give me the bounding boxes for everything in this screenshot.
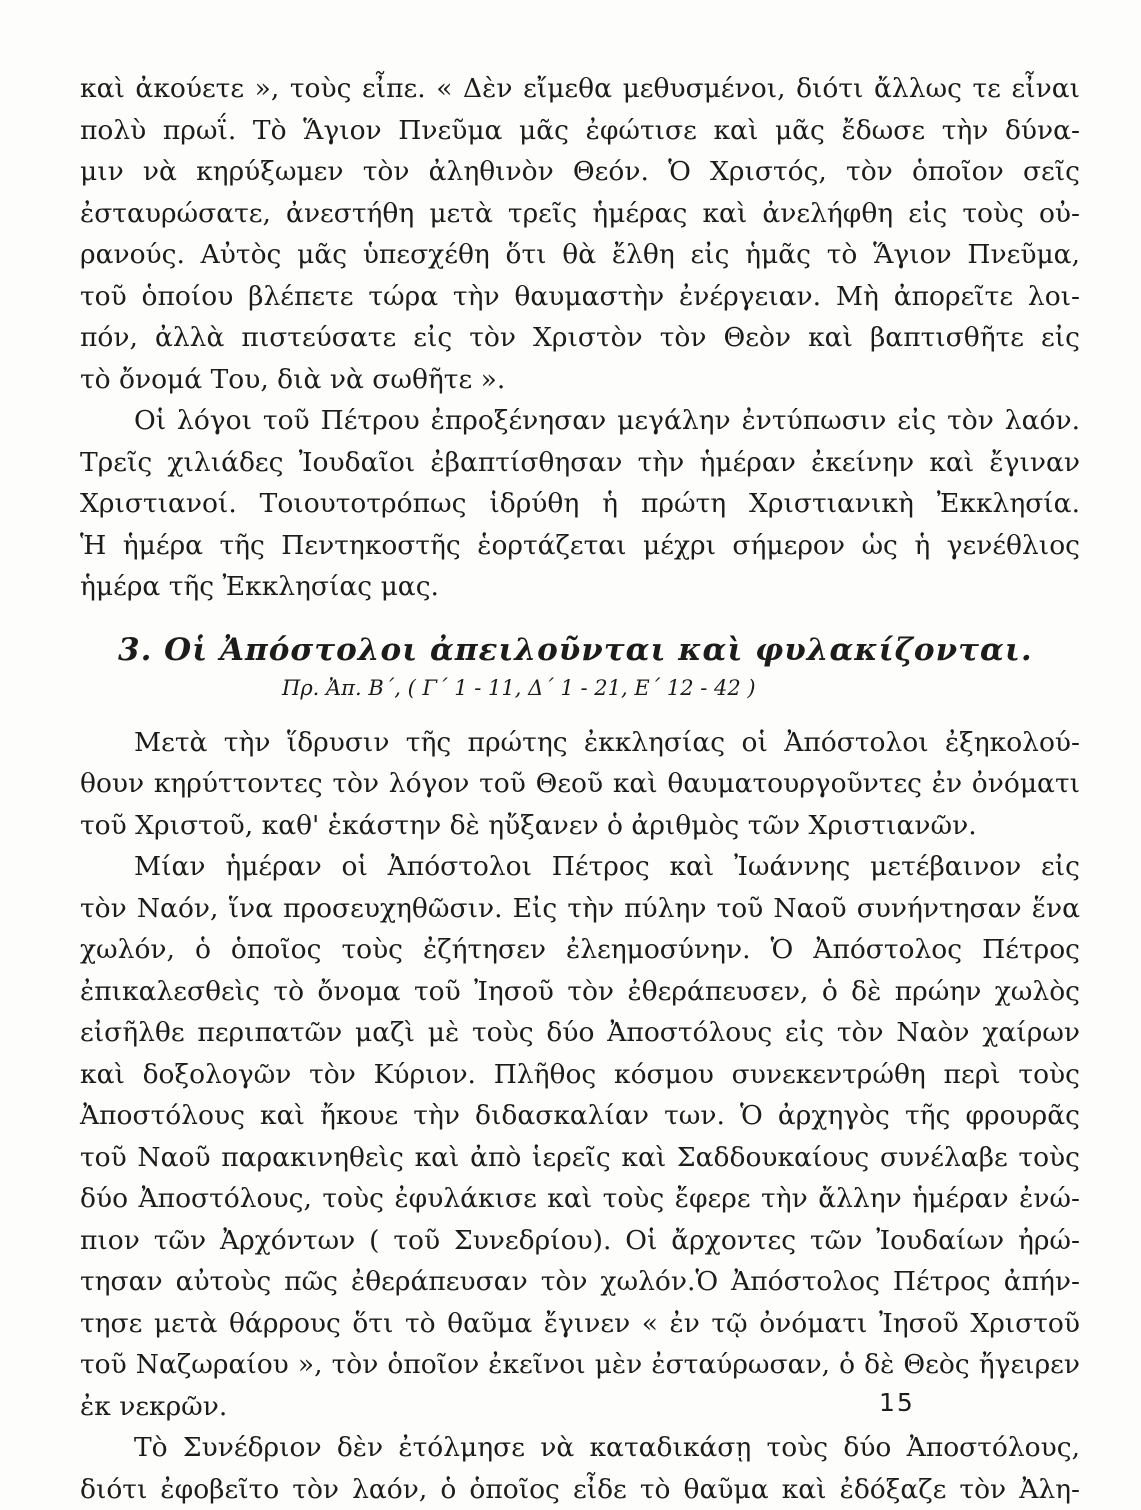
text-line: τὸ ὄνομά Του, διὰ νὰ σωθῆτε ».: [80, 359, 1080, 401]
text-line: πιον τῶν Ἀρχόντων ( τοῦ Συνεδρίου). Οἱ ἄρχοντες τῶν Ἰουδαίων ἠρώ-: [80, 1220, 1080, 1262]
text-line: Μίαν ἡμέραν οἱ Ἀπόστολοι Πέτρος καὶ Ἰωάννης μετέβαινον εἰς: [80, 846, 1080, 888]
text-line: τησαν αὐτοὺς πῶς ἐθεράπευσαν τὸν χωλόν.Ὁ Ἀπόστολος Πέτρος ἀπήν-: [80, 1261, 1080, 1303]
text-line: Ἀποστόλους καὶ ἤκουε τὴν διδασκαλίαν των. Ὁ ἀρχηγὸς τῆς φρουρᾶς: [80, 1095, 1080, 1137]
text-line: Μετὰ τὴν ἵδρυσιν τῆς πρώτης ἐκκλησίας οἱ Ἀπόστολοι ἐξηκολού-: [80, 722, 1080, 764]
text-line: ἡμέρα τῆς Ἐκκλησίας μας.: [80, 566, 1080, 608]
text-line: τοῦ Χριστοῦ, καθ' ἑκάστην δὲ ηὔξανεν ὁ ἀριθμὸς τῶν Χριστιανῶν.: [80, 805, 1080, 847]
text-line: Τρεῖς χιλιάδες Ἰουδαῖοι ἐβαπτίσθησαν τὴν ἡμέραν ἐκείνην καὶ ἔγιναν: [80, 442, 1080, 484]
paragraph-5: [80, 1427, 1080, 1510]
paragraph-2: [80, 400, 1080, 608]
paragraph-3: [80, 722, 1080, 847]
paragraph-1: [80, 68, 1080, 400]
text-line: τοῦ Ναοῦ παρακινηθεὶς καὶ ἀπὸ ἱερεῖς καὶ Σαδδουκαίους συνέλαβε τοὺς: [80, 1137, 1080, 1179]
text-line: ρανούς. Αὐτὸς μᾶς ὑπεσχέθη ὅτι θὰ ἔλθη εἰς ἡμᾶς τὸ Ἅγιον Πνεῦμα,: [80, 234, 1080, 276]
text-line: δύο Ἀποστόλους, τοὺς ἐφυλάκισε καὶ τοὺς ἔφερε τὴν ἄλλην ἡμέραν ἐνώ-: [80, 1178, 1080, 1220]
page-number: 15: [879, 1388, 915, 1417]
text-line: Οἱ λόγοι τοῦ Πέτρου ἐπροξένησαν μεγάλην ἐντύπωσιν εἰς τὸν λαόν.: [80, 400, 1080, 442]
text-line: τοῦ Ναζωραίου », τὸν ὁποῖον ἐκεῖνοι μὲν ἐσταύρωσαν, ὁ δὲ Θεὸς ἤγειρεν: [80, 1344, 1080, 1386]
text-line: εἰσῆλθε περιπατῶν μαζὶ μὲ τοὺς δύο Ἀποστόλους εἰς τὸν Ναὸν χαίρων: [80, 1012, 1080, 1054]
text-line: καὶ ἀκούετε », τοὺς εἶπε. « Δὲν εἴμεθα μεθυσμένοι, διότι ἄλλως τε εἶναι: [80, 68, 1080, 110]
text-line: ἐσταυρώσατε, ἀνεστήθη μετὰ τρεῖς ἡμέρας καὶ ἀνελήφθη εἰς τοὺς οὐ-: [80, 193, 1080, 235]
text-line: τοῦ ὁποίου βλέπετε τώρα τὴν θαυμαστὴν ἐνέργειαν. Μὴ ἀπορεῖτε λοι-: [80, 276, 1080, 318]
text-line: θουν κηρύττοντες τὸν λόγον τοῦ Θεοῦ καὶ θαυματουργοῦντες ἐν ὀνόματι: [80, 763, 1080, 805]
text-line: χωλόν, ὁ ὁποῖος τοὺς ἐζήτησεν ἐλεημοσύνην. Ὁ Ἀπόστολος Πέτρος: [80, 929, 1080, 971]
section-reference: Πρ. Ἀπ. Β΄, ( Γ΄ 1 - 11, Δ΄ 1 - 21, Ε΄ 12 - 42 ): [80, 676, 1080, 700]
text-line: πολὺ πρωΐ. Τὸ Ἅγιον Πνεῦμα μᾶς ἐφώτισε καὶ μᾶς ἔδωσε τὴν δύνα-: [80, 110, 1080, 152]
text-line: πόν, ἀλλὰ πιστεύσατε εἰς τὸν Χριστὸν τὸν Θεὸν καὶ βαπτισθῆτε εἰς: [80, 317, 1080, 359]
text-line: Ἡ ἡμέρα τῆς Πεντηκοστῆς ἑορτάζεται μέχρι σήμερον ὡς ἡ γενέθλιος: [80, 525, 1080, 567]
text-line: καὶ δοξολογῶν τὸν Κύριον. Πλῆθος κόσμου συνεκεντρώθη περὶ τοὺς: [80, 1054, 1080, 1096]
text-line: τησε μετὰ θάρρους ὅτι τὸ θαῦμα ἔγινεν « ἐν τῷ ὀνόματι Ἰησοῦ Χριστοῦ: [80, 1303, 1080, 1345]
text-line: Τὸ Συνέδριον δὲν ἐτόλμησε νὰ καταδικάσῃ τοὺς δύο Ἀποστόλους,: [80, 1427, 1080, 1469]
text-line: ἐπικαλεσθεὶς τὸ ὄνομα τοῦ Ἰησοῦ τὸν ἐθεράπευσεν, ὁ δὲ πρώην χωλὸς: [80, 971, 1080, 1013]
section-heading: 3. Οἱ Ἀπόστολοι ἀπειλοῦνται καὶ φυλακίζονται.: [80, 632, 1080, 668]
paragraph-4: [80, 846, 1080, 1427]
text-line: ἐκ νεκρῶν.: [80, 1386, 1080, 1428]
text-line: τὸν Ναόν, ἵνα προσευχηθῶσιν. Εἰς τὴν πύλην τοῦ Ναοῦ συνήντησαν ἕνα: [80, 888, 1080, 930]
text-line: διότι ἐφοβεῖτο τὸν λαόν, ὁ ὁποῖος εἶδε τὸ θαῦμα καὶ ἐδόξαζε τὸν Ἀλη-: [80, 1469, 1080, 1510]
text-line: Χριστιανοί. Τοιουτοτρόπως ἱδρύθη ἡ πρώτη Χριστιανικὴ Ἐκκλησία.: [80, 483, 1080, 525]
page-body: [80, 68, 1080, 1510]
text-line: μιν νὰ κηρύξωμεν τὸν ἀληθινὸν Θεόν. Ὁ Χριστός, τὸν ὁποῖον σεῖς: [80, 151, 1080, 193]
